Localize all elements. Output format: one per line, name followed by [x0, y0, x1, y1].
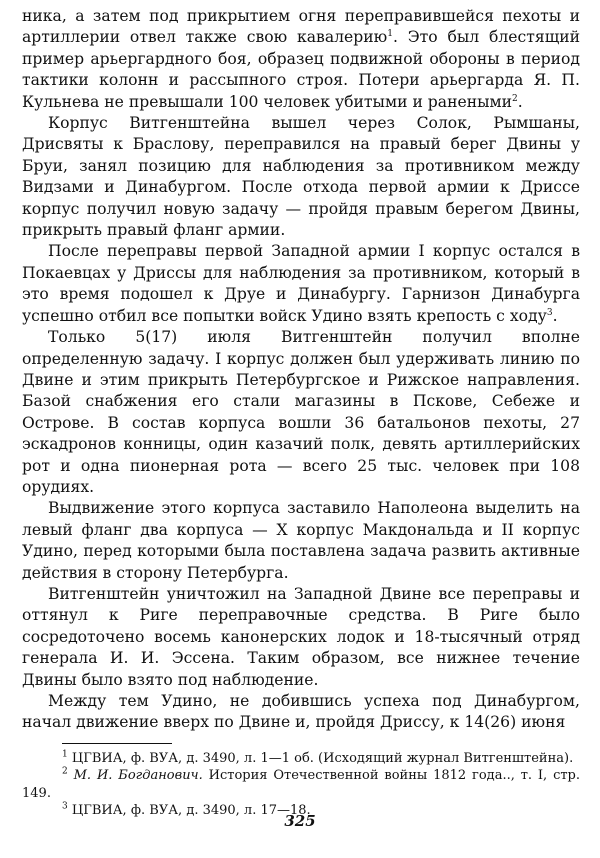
paragraph-7 — [22, 691, 580, 734]
footnote-ref: 1 — [387, 29, 393, 40]
paragraph-text: Выдвижение этого корпуса заставило Наполеона выделить на левый фланг два корпуса — X корпус Макдональда и II корпус Удино, перед которыми была поставлена задача развить активные действия в сторону Петербурга. — [22, 499, 580, 582]
paragraph-6 — [22, 584, 580, 691]
paragraph-text: Между тем Удино, не добившись успеха под Динабургом, начал движение вверх по Двине и, пройдя Дриссу, к 14(26) июня — [22, 692, 580, 732]
footnote-1 — [22, 750, 580, 768]
footnote-text: ЦГВИА, ф. ВУА, д. 3490, л. 17—18. — [71, 803, 311, 819]
paragraph-text: . — [517, 92, 523, 111]
footnote-mark: 1 — [62, 749, 68, 760]
paragraph-text: Только 5(17) июля Витгенштейн получил вполне определенную задачу. I корпус должен был удерживать линию по Двине и этим прикрыть Петербургское и Рижское направления. Базой снабжения его стали магазины в Пскове, Себеже и Острове. В состав корпуса вошли 36 батальонов пехоты, 27 эскадронов конницы, один казачий полк, девять артиллерийских рот и одна пионерная рота — всего 25 тыс. человек при 108 орудиях. — [22, 328, 580, 496]
paragraph-5 — [22, 498, 580, 584]
paragraph-text: ника, а затем под прикрытием огня переправившейся пехоты и артиллерии отвел также свою кавалерию — [22, 7, 580, 47]
footnote-2 — [22, 767, 580, 802]
paragraph-text: Корпус Витгенштейна вышел через Солок, Рымшаны, Дрисвяты к Браслову, переправился на правый берег Двины у Бруи, занял позицию для наблюдения за противником между Видзами и Динабургом. После отхода первой армии к Дриссе корпус получил новую задачу — пройдя правым берегом Двины, прикрыть правый фланг армии. — [22, 114, 580, 240]
paragraph-text: После переправы первой Западной армии I корпус остался в Покаевцах у Дриссы для наблюдения за противником, который в это время подошел к Друе и Динабургу. Гарнизон Динабурга успешно отбил все попытки войск Удино взять крепость с ходу — [22, 242, 580, 325]
footnote-mark: 3 — [62, 801, 68, 812]
footnote-author: М. И. Богданович. — [73, 768, 203, 784]
paragraph-4 — [22, 327, 580, 498]
paragraph-3 — [22, 241, 580, 327]
footnote-text: ЦГВИА, ф. ВУА, д. 3490, л. 1—1 об. (Исходящий журнал Витгенштейна). — [71, 750, 574, 766]
paragraph-1 — [22, 6, 580, 113]
paragraph-text: . — [552, 306, 558, 325]
footnote-mark: 2 — [62, 766, 68, 777]
paragraph-2 — [22, 113, 580, 241]
footnote-text: История Отечественной войны 1812 года.., т. I, стр. 149. — [22, 768, 580, 801]
footnote-divider — [62, 743, 172, 744]
paragraph-text: Витгенштейн уничтожил на Западной Двине все переправы и оттянул к Риге переправочные средства. В Риге было сосредоточено восемь канонерских лодок и 18-тысячный отряд генерала И. И. Эссена. Таким образом, все нижнее течение Двины было взято под наблюдение. — [22, 584, 580, 689]
footnote-ref: 3 — [546, 307, 553, 318]
footnote-ref: 2 — [512, 93, 518, 104]
page-number: 325 — [284, 812, 316, 830]
paragraph-text: . Это был блестящий пример арьергардного боя, образец подвижной обороны в период тактики колонн и рассыпного строя. Потери арьергарда Я. П. Кульнева не превышали 100 человек убитыми и ранеными — [22, 28, 581, 111]
